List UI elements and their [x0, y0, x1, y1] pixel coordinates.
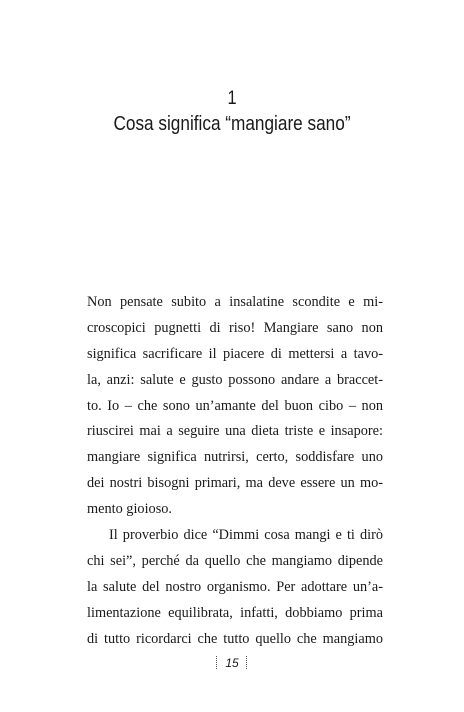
text-line: di tutto ricordarci che tutto quello che mangiamo: [87, 630, 383, 647]
text-line: Il proverbio dice “Dimmi cosa mangi e ti dirò: [109, 527, 383, 544]
text-line: dei nostri bisogni primari, ma deve essere un mo-: [87, 475, 383, 492]
paragraph-1: [87, 290, 383, 523]
body-text: [87, 290, 383, 652]
text-line: significa sacrificare il piacere di mettersi a tavo-: [87, 345, 383, 362]
text-line: la salute del nostro organismo. Per adottare un’a-: [87, 578, 383, 595]
page-number-footer: [0, 656, 464, 670]
text-line: chi sei”, perché da quello che mangiamo dipende: [87, 552, 383, 569]
chapter-number: 1: [227, 88, 237, 109]
chapter-title: Cosa significa “mangiare sano”: [113, 113, 351, 135]
text-line: mento gioioso.: [87, 501, 172, 518]
right-dotted-mark: [246, 656, 248, 669]
text-line: croscopici pugnetti di riso! Mangiare sano non: [87, 319, 383, 336]
text-line: to. Io – che sono un’amante del buon cibo – non: [87, 397, 383, 414]
page-number: 15: [225, 656, 239, 670]
text-line: limentazione equilibrata, infatti, dobbiamo prima: [87, 604, 383, 621]
text-line: la, anzi: salute e gusto possono andare a braccet-: [87, 371, 383, 388]
text-line: Non pensate subito a insalatine scondite e mi-: [87, 294, 383, 310]
text-line: mangiare significa nutrirsi, certo, soddisfare uno: [87, 449, 383, 466]
paragraph-2: [87, 523, 383, 652]
text-line: riuscirei mai a seguire una dieta triste e insapore:: [87, 423, 383, 440]
left-dotted-mark: [216, 656, 218, 669]
